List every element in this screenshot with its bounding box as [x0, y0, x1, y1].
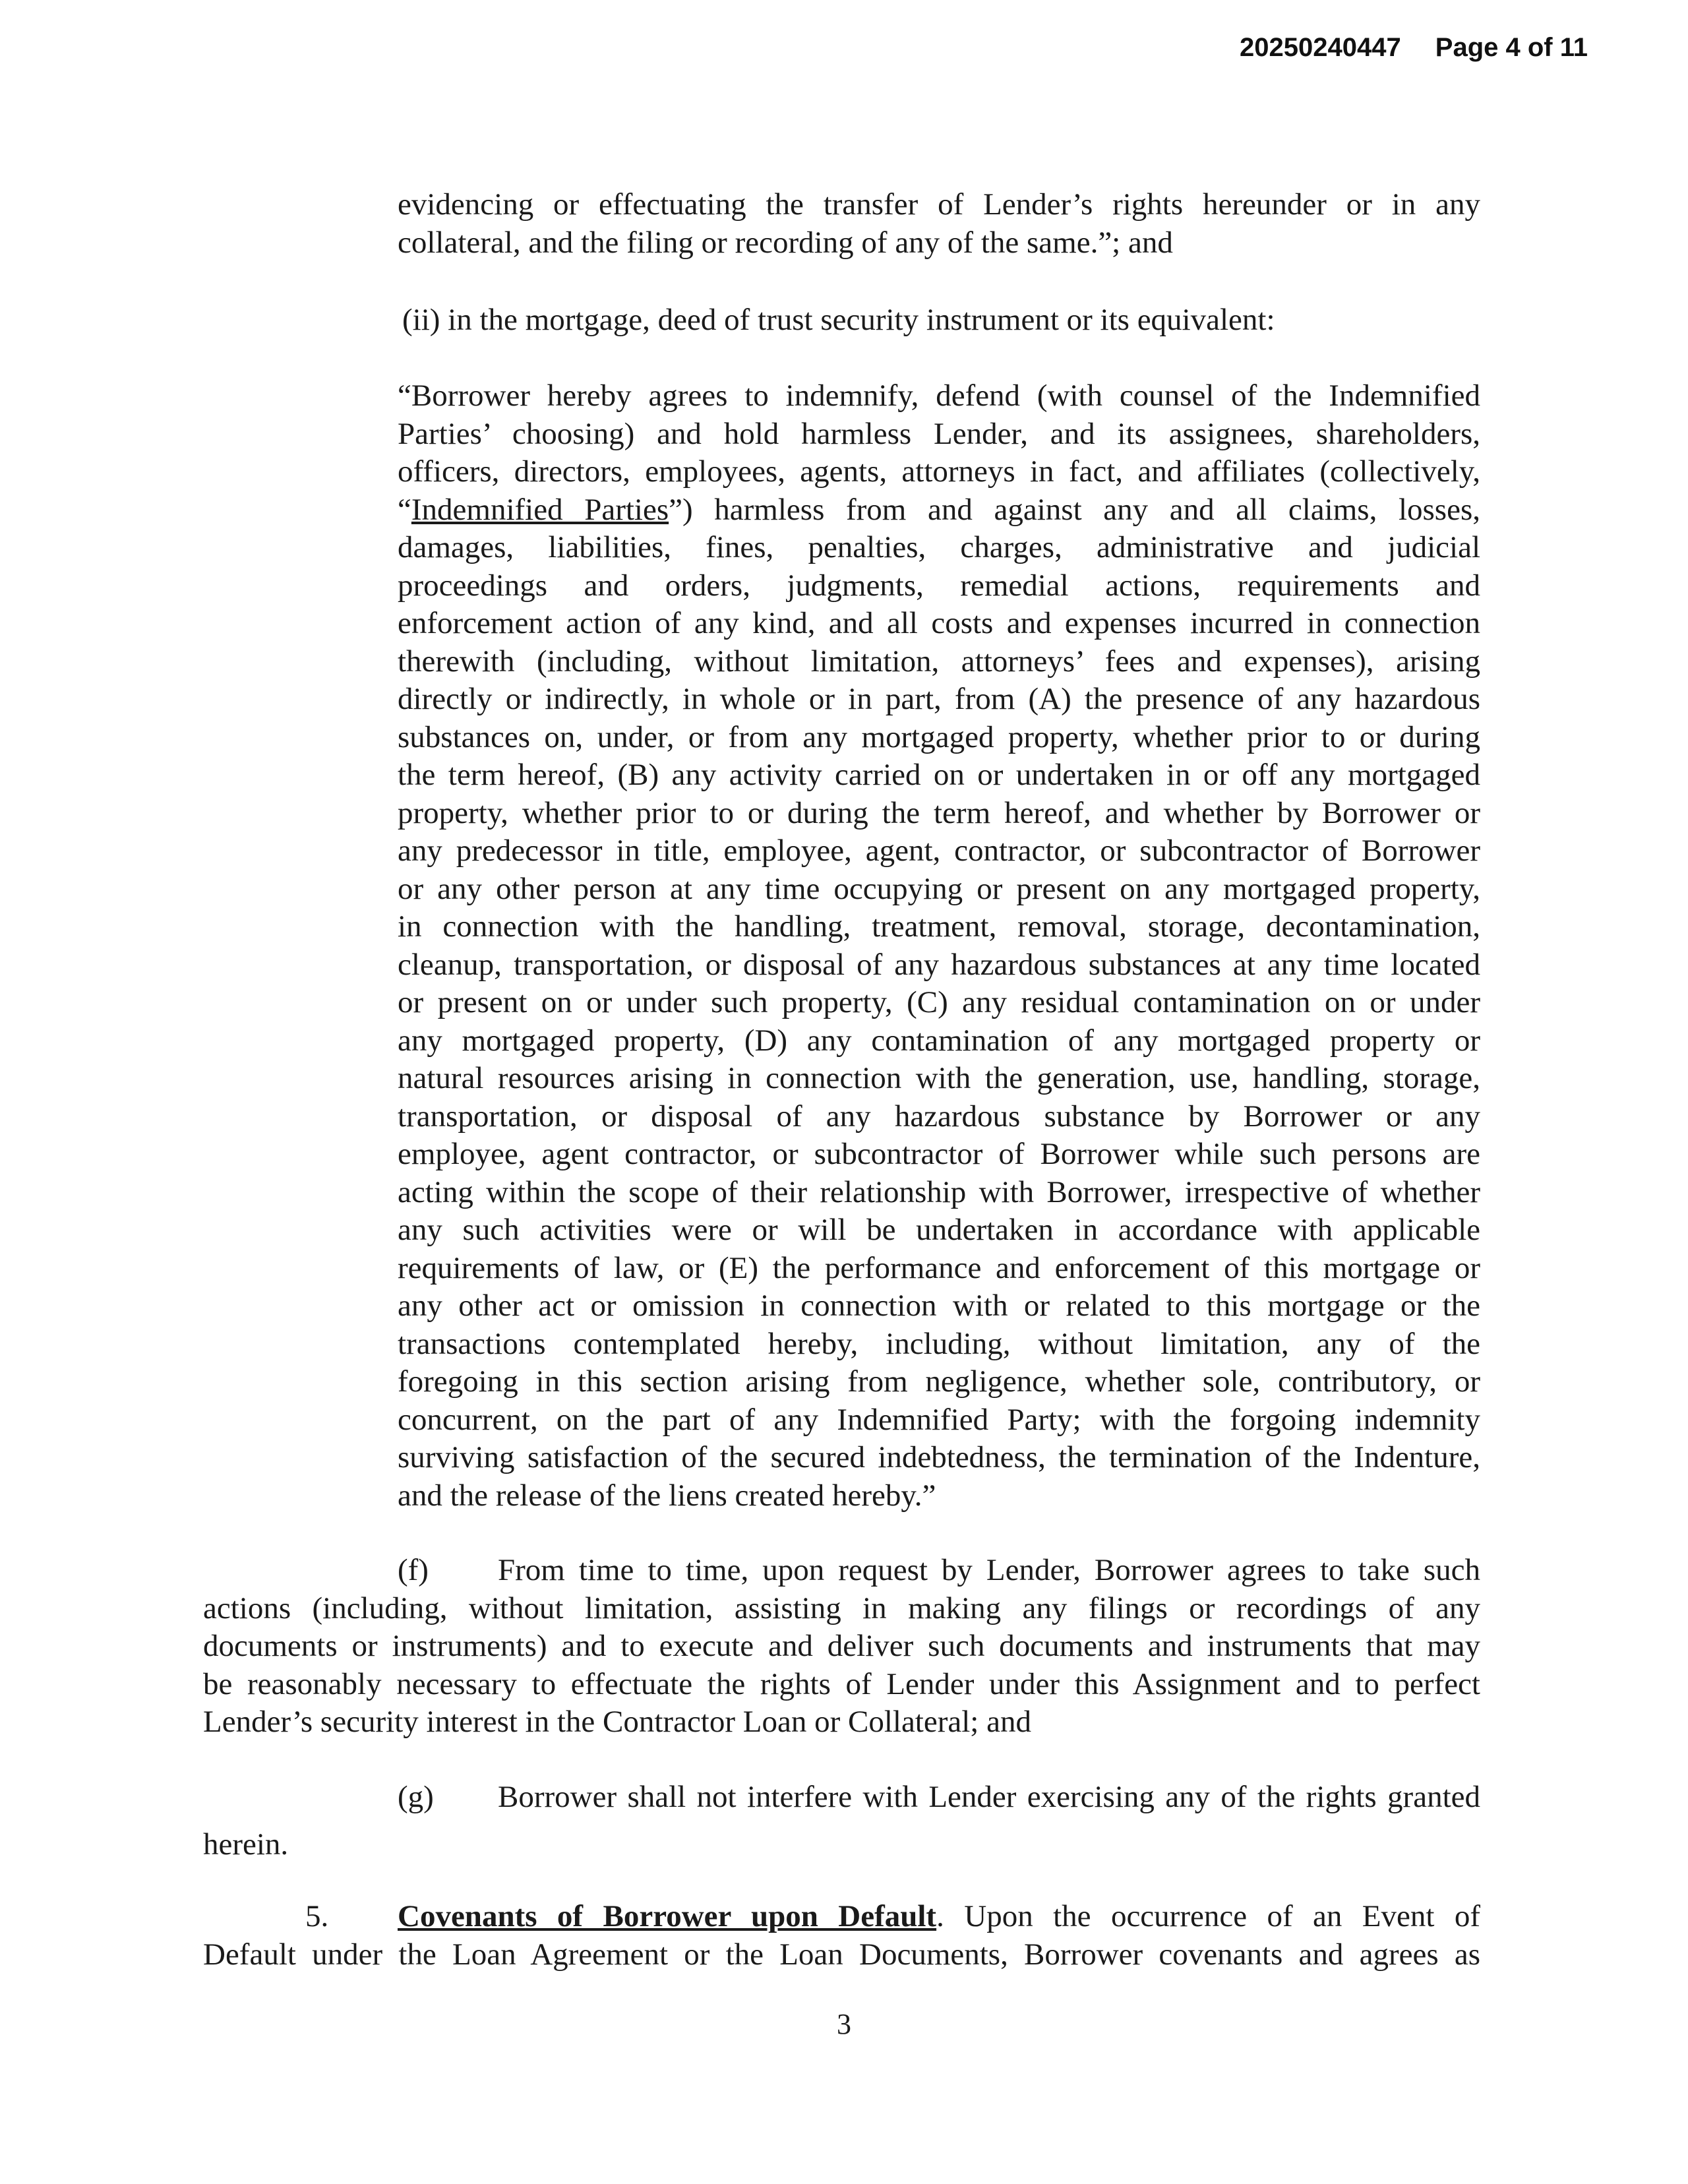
- text-segment: Upon the occurrence of an Event of: [944, 1899, 1480, 1933]
- text-line: any predecessor in title, employee, agent, contractor, or subcontractor of Borrower: [398, 834, 1480, 868]
- text-line: in connection with the handling, treatment, removal, storage, decontamination,: [398, 909, 1480, 944]
- document-header: [1240, 33, 1588, 63]
- text-line: [203, 1898, 1480, 1936]
- text-line: any other act or omission in connection with or related to this mortgage or the: [398, 1289, 1480, 1323]
- text-line: collateral, and the filing or recording of any of the same.”; and: [398, 225, 1173, 260]
- section-number: 5.: [305, 1899, 329, 1933]
- text-line: herein.: [203, 1827, 289, 1862]
- text-line: surviving satisfaction of the secured indebtedness, the termination of the Indenture,: [398, 1440, 1480, 1474]
- text-line: [398, 491, 1480, 530]
- text-line: any mortgaged property, (D) any contamination of any mortgaged property or: [398, 1023, 1480, 1058]
- text-line: damages, liabilities, fines, penalties, charges, administrative and judicial: [398, 530, 1480, 564]
- text-segment: Borrower shall not interfere with Lender exercising any of the rights granted: [498, 1780, 1480, 1814]
- text-line: evidencing or effectuating the transfer of Lender’s rights hereunder or in any: [398, 187, 1480, 222]
- paragraph-continuation: [398, 186, 1480, 262]
- paragraph-g: [203, 1778, 1480, 1864]
- text-line: substances on, under, or from any mortgaged property, whether prior to or during: [398, 719, 1480, 754]
- text-line: requirements of law, or (E) the performance and enforcement of this mortgage or: [398, 1250, 1480, 1285]
- text-line: therewith (including, without limitation, attorneys’ fees and expenses), arising: [398, 644, 1480, 679]
- text-line: actions (including, without limitation, assisting in making any filings or recordings of any: [203, 1591, 1480, 1625]
- paragraph-label: (f): [398, 1553, 429, 1587]
- text-line: (ii) in the mortgage, deed of trust security instrument or its equivalent:: [402, 303, 1275, 337]
- document-number: 20250240447: [1240, 33, 1401, 62]
- text-segment: From time to time, upon request by Lender, Borrower agrees to take such: [498, 1553, 1480, 1587]
- open-quote: “: [398, 492, 411, 527]
- text-line: documents or instruments) and to execute and deliver such documents and instruments that may: [203, 1629, 1480, 1663]
- text-line: Default under the Loan Agreement or the Loan Documents, Borrower covenants and agrees as: [203, 1937, 1480, 1972]
- text-line: directly or indirectly, in whole or in part, from (A) the presence of any hazardous: [398, 682, 1480, 716]
- text-line: transactions contemplated hereby, including, without limitation, any of the: [398, 1326, 1480, 1361]
- page-number: 3: [837, 2008, 851, 2040]
- text-line: acting within the scope of their relationship with Borrower, irrespective of whether: [398, 1174, 1480, 1209]
- text-line: Lender’s security interest in the Contractor Loan or Collateral; and: [203, 1705, 1031, 1739]
- text-line: property, whether prior to or during the term hereof, and whether by Borrower or: [398, 795, 1480, 830]
- section-5: [203, 1898, 1480, 1974]
- text-line: any such activities were or will be undertaken in accordance with applicable: [398, 1213, 1480, 1247]
- defined-term-indemnified-parties: Indemnified Parties: [411, 492, 669, 527]
- text-line: or present on or under such property, (C) any residual contamination on or under: [398, 985, 1480, 1019]
- text-line: the term hereof, (B) any activity carried on or undertaken in or off any mortgaged: [398, 758, 1480, 792]
- text-line: Parties’ choosing) and hold harmless Lender, and its assignees, shareholders,: [398, 416, 1480, 451]
- text-line: “Borrower hereby agrees to indemnify, defend (with counsel of the Indemnified: [398, 379, 1480, 413]
- text-line: [203, 1778, 1480, 1817]
- paragraph-f: [203, 1552, 1480, 1742]
- text-line: [203, 1552, 1480, 1590]
- paragraph-ii: [402, 301, 1275, 340]
- paragraph-label: (g): [398, 1780, 434, 1814]
- text-line: and the release of the liens created hereby.”: [398, 1478, 936, 1513]
- heading-period: .: [936, 1899, 944, 1933]
- text-segment: ”) harmless from and against any and all claims, losses,: [669, 492, 1481, 527]
- text-line: proceedings and orders, judgments, remedial actions, requirements and: [398, 568, 1480, 603]
- text-line: transportation, or disposal of any hazardous substance by Borrower or any: [398, 1099, 1480, 1134]
- text-line: enforcement action of any kind, and all costs and expenses incurred in connection: [398, 606, 1480, 640]
- page-label: Page 4 of 11: [1435, 33, 1588, 62]
- text-line: employee, agent contractor, or subcontractor of Borrower while such persons are: [398, 1137, 1480, 1171]
- text-line: or any other person at any time occupying or present on any mortgaged property,: [398, 871, 1480, 906]
- section-heading: Covenants of Borrower upon Default: [398, 1899, 937, 1933]
- text-line: be reasonably necessary to effectuate the rights of Lender under this Assignment and to perfect: [203, 1666, 1480, 1701]
- text-line: natural resources arising in connection with the generation, use, handling, storage,: [398, 1061, 1480, 1095]
- text-line: concurrent, on the part of any Indemnified Party; with the forgoing indemnity: [398, 1402, 1480, 1437]
- text-line: cleanup, transportation, or disposal of any hazardous substances at any time located: [398, 947, 1480, 982]
- text-line: officers, directors, employees, agents, attorneys in fact, and affiliates (collectively,: [398, 454, 1480, 489]
- indemnity-quote-paragraph: [398, 377, 1480, 1515]
- text-line: foregoing in this section arising from negligence, whether sole, contributory, or: [398, 1364, 1480, 1399]
